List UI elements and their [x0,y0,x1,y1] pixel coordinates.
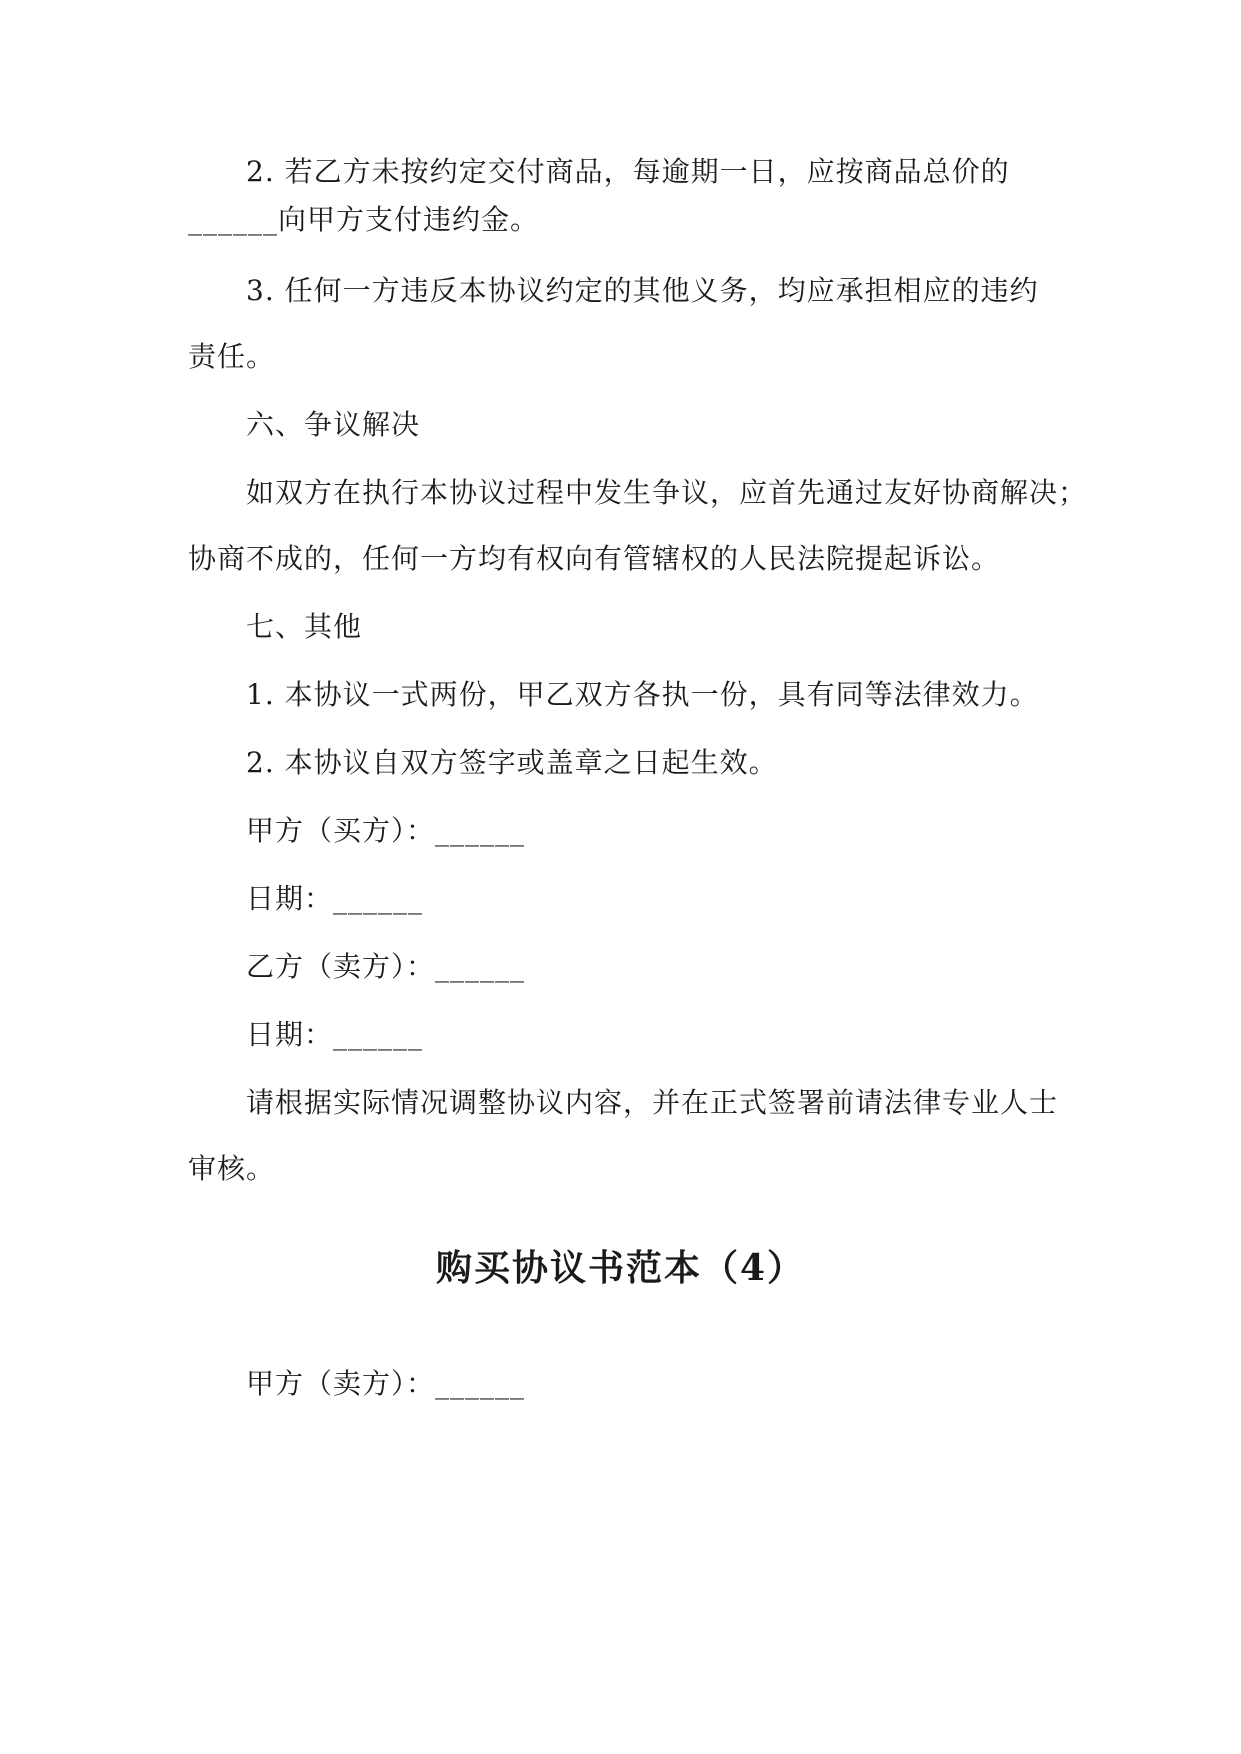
party-a-date-line: 日期：______ [246,882,424,915]
section-heading-other: 七、其他 [246,610,363,643]
clause-7-1: 1. 本协议一式两份，甲乙双方各执一份，具有同等法律效力。 [246,678,1039,711]
note-line-1: 请根据实际情况调整协议内容，并在正式签署前请法律专业人士 [246,1086,1059,1119]
dispute-paragraph-line-1: 如双方在执行本协议过程中发生争议，应首先通过友好协商解决； [246,476,1088,509]
clause-5-2-line-2: ______向甲方支付违约金。 [188,203,540,236]
party-b-date-line: 日期：______ [246,1018,424,1051]
dispute-paragraph-line-2: 协商不成的，任何一方均有权向有管辖权的人民法院提起诉讼。 [188,542,1001,575]
party-b-signature-line: 乙方（卖方）：______ [246,950,526,983]
section-title: 购买协议书范本（4） [435,1247,806,1289]
party-a-signature-line: 甲方（买方）：______ [246,814,526,847]
clause-5-3-line-1: 3. 任何一方违反本协议约定的其他义务，均应承担相应的违约 [246,274,1039,307]
section-heading-dispute: 六、争议解决 [246,408,421,441]
clause-5-2-line-1: 2. 若乙方未按约定交付商品，每逾期一日，应按商品总价的 [246,155,1010,188]
party-a-seller-line: 甲方（卖方）：______ [246,1367,526,1400]
note-line-2: 审核。 [188,1152,276,1185]
clause-5-3-line-2: 责任。 [188,340,276,373]
clause-7-2: 2. 本协议自双方签字或盖章之日起生效。 [246,746,778,779]
